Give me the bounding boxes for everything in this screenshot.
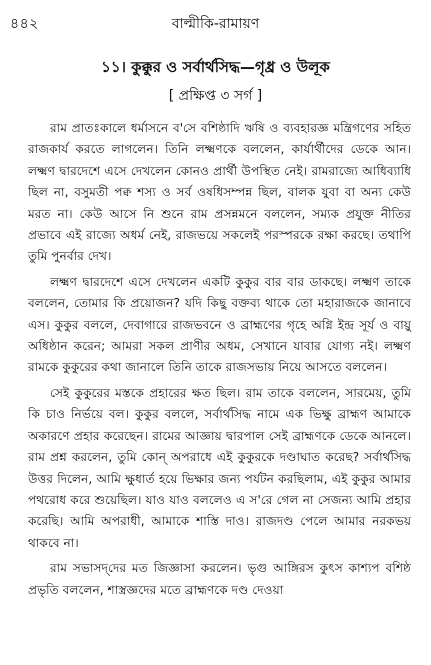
page-number: ৪৪২: [10, 16, 39, 32]
paragraph: রাম প্রাতঃকালে ধর্মাসনে ব'সে বশিষ্ঠাদি ঋষি ও ব্যবহারজ্ঞ মন্ত্রিগণের সহিত রাজকার্য করতে লাগলেন। তিনি লক্ষ্মণকে বললেন, কার্যার্থীদের ডেকে আন। লক্ষ্মণ দ্বারদেশে এসে দেখলেন কোনও প্রার্থী উপস্থিত নেই। রামরাজ্যে আধিব্যাধি ছিল না, বসুমতী পক্ব শস্য ও সর্ব ওষধিসম্পন্ন ছিল, বালক যুবা বা অন্য কেউ মরত না। কেউ আসে নি শুনে রাম প্রসন্নমনে বললেন, সম্যক প্রযুক্ত নীতির প্রভাবে এই রাজ্যে অধর্ম নেই, রাজভয়ে সকলেই পরস্পরকে রক্ষা করছে। তথাপি তুমি পুনর্বার দেখ।: [28, 121, 411, 264]
running-header: [0, 12, 431, 34]
book-title: বাল্মীকি-রামায়ণ: [171, 16, 260, 32]
chapter-title: ১১। কুক্কুর ও সর্বার্থসিদ্ধ—গৃধ্র ও উলূক: [101, 58, 330, 76]
body-text: [28, 118, 411, 601]
paragraph: রাম সভাসদ্‌দের মত জিজ্ঞাসা করলেন। ভৃগু আঙ্গিরস কুৎস কাশ্যপ বশিষ্ঠ প্রভৃতি বললেন, শাস্ত্রজ্ঞদের মতে ব্রাহ্মণকে দণ্ড দেওয়া: [28, 561, 411, 597]
chapter-subtitle: [ প্রক্ষিপ্ত ৩ সর্গ ]: [168, 88, 263, 104]
paragraph: সেই কুকুরের মস্তকে প্রহারের ক্ষত ছিল। রাম তাকে বললেন, সারমেয়, তুমি কি চাও নির্ভয়ে বল। কুকুর বললে, সর্বার্থসিদ্ধ নামে এক ভিক্ষু ব্রাহ্মণ আমাকে অকারণে প্রহার করেছেন। রামের আজ্ঞায় দ্বারপাল সেই ব্রাহ্মণকে ডেকে আনলে। রাম প্রশ্ন করলেন, তুমি কোন্ অপরাধে এই কুকুরকে দণ্ডাঘাত করেছ? সর্বার্থসিদ্ধ উত্তর দিলেন, আমি ক্ষুধার্ত হয়ে ভিক্ষার জন্য পর্যটন করছিলাম, এই কুকুর আমার পথরোধ করে শুয়েছিল। যাও যাও বললেও এ স'রে গেল না সেজন্য আমি প্রহার করেছি। আমি অপরাধী, আমাকে শাস্তি দাও। রাজদণ্ড পেলে আমার নরকভয় থাকবে না।: [28, 385, 411, 550]
paragraph: লক্ষ্মণ দ্বারদেশে এসে দেখলেন একটি কুকুর বার বার ডাকছে। লক্ষ্মণ তাকে বললেন, তোমার কি প্রয়োজন? যদি কিছু বক্তব্য থাকে তো মহারাজকে জানাবে এস। কুকুর বললে, দেবাগারে রাজভবনে ও ব্রাহ্মণের গৃহে অগ্নি ইন্দ্র সূর্য ও বায়ু অধিষ্ঠান করেন; আমরা সকল প্রাণীর অধম, সেখানে যাবার যোগ্য নই। লক্ষ্মণ রামকে কুকুরের কথা জানালে তিনি তাকে রাজসভায় নিয়ে আসতে বললেন।: [28, 274, 411, 375]
